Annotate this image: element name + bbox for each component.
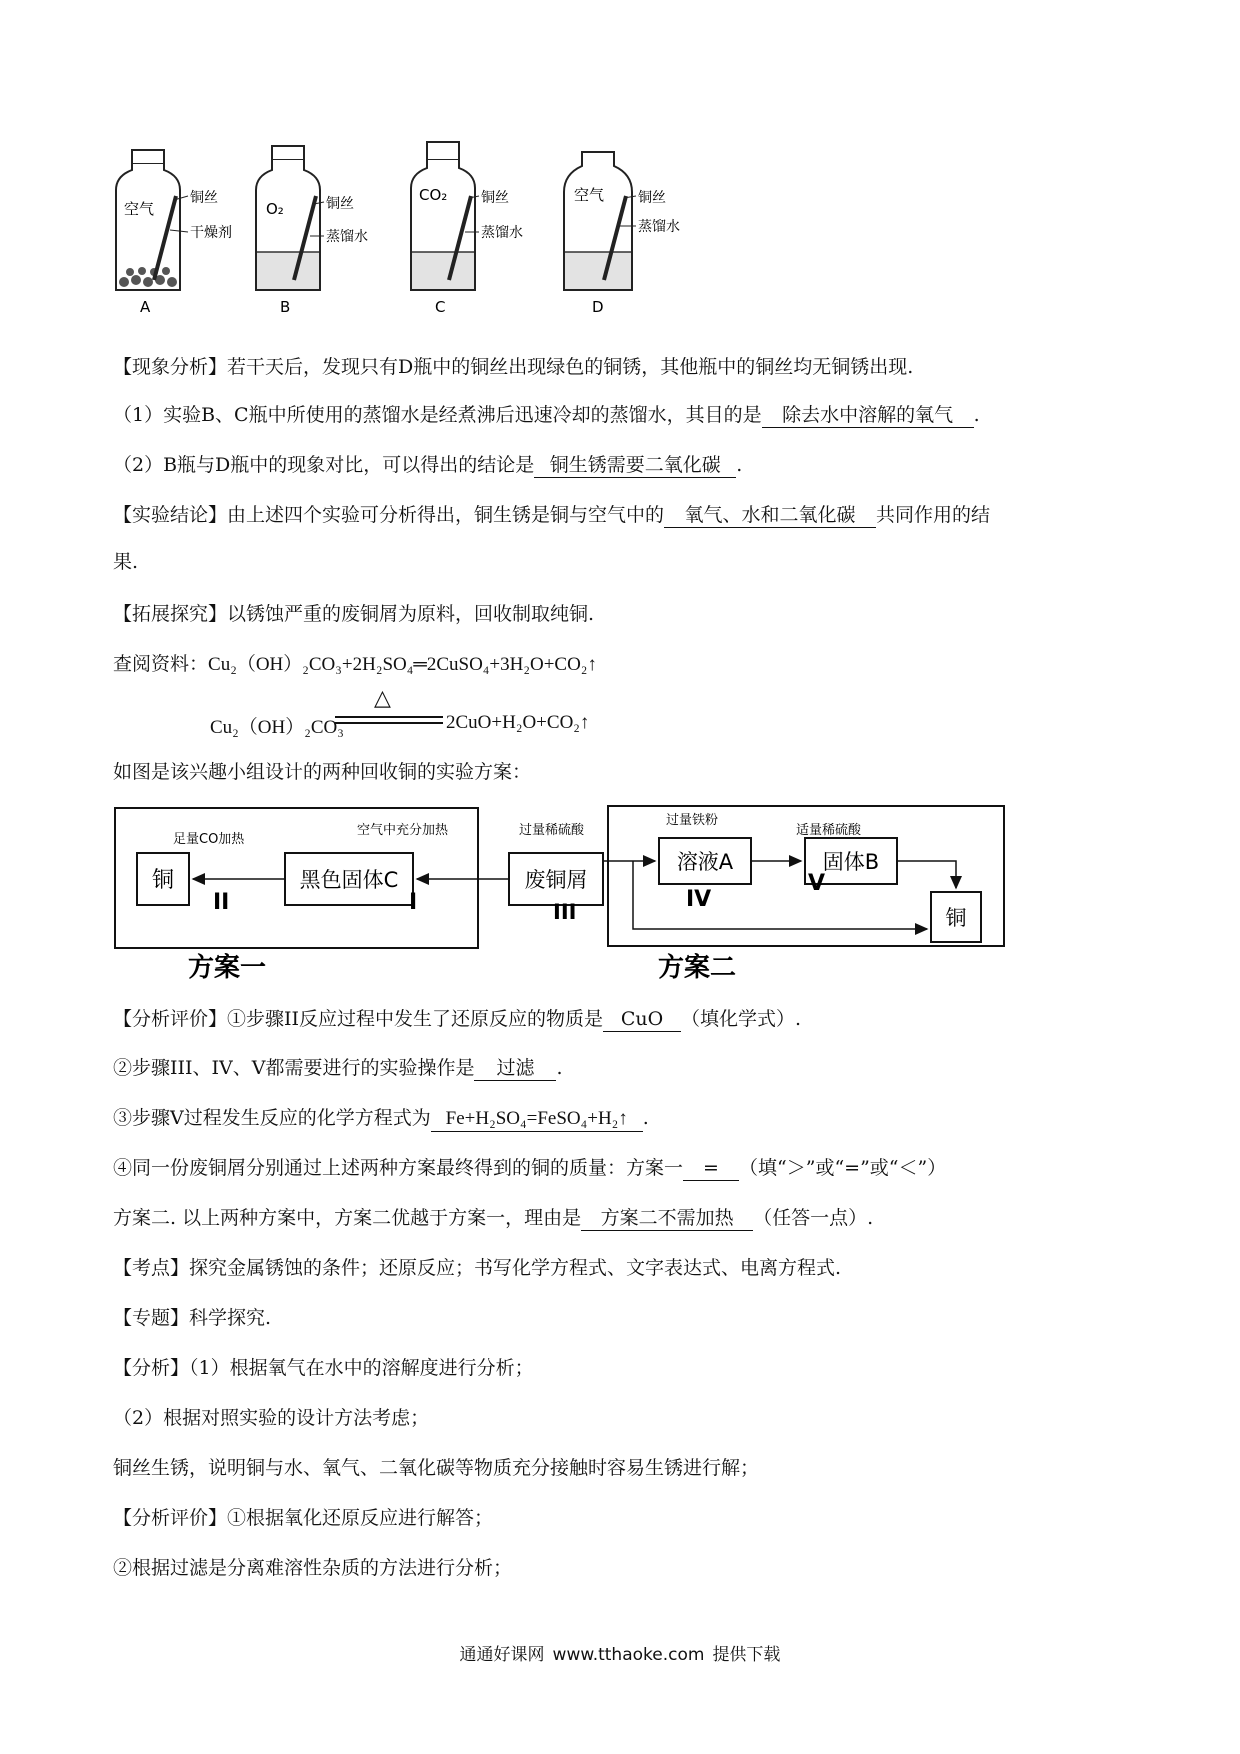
- exam-points: 【考点】探究金属锈蚀的条件；还原反应；书写化学方程式、文字表达式、电离方程式.: [113, 1257, 842, 1279]
- equation-2-line-top: [335, 716, 443, 718]
- evaluation-4: [113, 1156, 946, 1181]
- solution-a-label: 溶液A: [676, 850, 734, 874]
- bottle-a-gas: 空气: [124, 200, 155, 218]
- analysis-2: （2）根据对照实验的设计方法考虑；: [113, 1407, 430, 1429]
- evaluation-4-end: （填“＞”或“=”或“＜”）: [739, 1157, 947, 1179]
- evaluation-2-text: ②步骤III、IV、V都需要进行的实验操作是: [113, 1057, 475, 1079]
- condition-proper-acid: 适量稀硫酸: [796, 823, 862, 838]
- copper-label-1: 铜: [151, 868, 175, 893]
- step-1-label: I: [409, 890, 418, 915]
- topic: 【专题】科学探究.: [113, 1307, 272, 1329]
- bottle-c-label1: 铜丝: [481, 190, 509, 206]
- evaluation-4b-end: （任答一点）.: [753, 1207, 874, 1229]
- page-footer: [0, 1640, 1240, 1665]
- footer-site: 通通好课网: [459, 1645, 545, 1665]
- conclusion-answer: 氧气、水和二氧化碳: [664, 503, 876, 528]
- bottle-a-label1: 铜丝: [190, 190, 218, 206]
- bottle-d-label1: 铜丝: [638, 190, 666, 206]
- question-2-end: .: [736, 454, 743, 476]
- evaluation-2: [113, 1056, 563, 1081]
- scheme-1-title: 方案一: [188, 953, 267, 983]
- bottle-a-letter: A: [140, 298, 151, 315]
- evaluation-1: [113, 1007, 801, 1032]
- step-4-label: IV: [686, 887, 712, 912]
- evaluation-4b-answer: 方案二不需加热: [581, 1206, 753, 1231]
- bottle-a-label2: 干燥剂: [190, 225, 232, 241]
- equation-2-condition: △: [374, 686, 391, 711]
- question-1-answer: 除去水中溶解的氧气: [762, 403, 974, 428]
- bottle-d: [564, 152, 680, 315]
- conclusion-end: 共同作用的结: [876, 504, 991, 526]
- phenomenon-analysis: 【现象分析】若干天后，发现只有D瓶中的铜丝出现绿色的铜锈，其他瓶中的铜丝均无铜锈出现.: [113, 356, 914, 378]
- evaluation-4b: [113, 1206, 873, 1231]
- experiment-conclusion: [113, 503, 990, 528]
- conclusion-text: 【实验结论】由上述四个实验可分析得出，铜生锈是铜与空气中的: [113, 504, 665, 526]
- analysis-4: 【分析评价】①根据氧化还原反应进行解答；: [113, 1507, 494, 1529]
- condition-air-heat: 空气中充分加热: [357, 823, 449, 838]
- bottle-b-label2: 蒸馏水: [326, 229, 368, 245]
- evaluation-1-text: 【分析评价】①步骤II反应过程中发生了还原反应的物质是: [113, 1008, 604, 1030]
- step-5-label: V: [808, 871, 826, 896]
- condition-co-heat: 足量CO加热: [173, 832, 245, 847]
- arrow-step-5: [897, 861, 956, 888]
- step-2-label: II: [213, 890, 230, 915]
- evaluation-1-answer: CuO: [603, 1007, 681, 1032]
- conclusion-continued: 果.: [113, 551, 139, 573]
- equation-2-right: 2CuO+H₂O+CO₂↑: [446, 712, 590, 733]
- reference-equation-2: [210, 686, 710, 742]
- copper-label-2: 铜: [945, 906, 967, 930]
- footer-tail: 提供下载: [712, 1645, 781, 1665]
- equation-2-left: Cu₂（OH）₂CO₃: [210, 717, 344, 738]
- bottle-d-label2: 蒸馏水: [638, 219, 680, 235]
- bottle-b-label1: 铜丝: [326, 196, 354, 212]
- question-2-text: （2）B瓶与D瓶中的现象对比，可以得出的结论是: [113, 454, 535, 476]
- bottle-c: [411, 142, 523, 315]
- evaluation-3-answer: Fe+H₂SO₄=FeSO₄+H₂↑: [431, 1107, 643, 1132]
- evaluation-4-text: ④同一份废铜屑分别通过上述两种方案最终得到的铜的质量：方案一: [113, 1157, 684, 1179]
- question-1-end: .: [973, 404, 980, 426]
- analysis-1: 【分析】（1）根据氧气在水中的溶解度进行分析；: [113, 1357, 534, 1379]
- analysis-5: ②根据过滤是分离难溶性杂质的方法进行分析；: [113, 1557, 513, 1579]
- condition-excess-acid: 过量稀硫酸: [519, 823, 585, 838]
- evaluation-1-end: （填化学式）.: [681, 1008, 802, 1030]
- reference-label: 查阅资料：: [113, 653, 209, 675]
- bottle-d-gas: 空气: [574, 186, 605, 204]
- footer-url[interactable]: www.tthaoke.com: [552, 1645, 705, 1665]
- black-solid-label: 黑色固体C: [299, 868, 399, 892]
- evaluation-4-answer: =: [683, 1156, 739, 1181]
- bottle-d-letter: D: [592, 298, 604, 315]
- bottle-b-letter: B: [280, 298, 291, 315]
- bottles-figure: [110, 140, 770, 315]
- solid-b-label: 固体B: [822, 850, 880, 874]
- schemes-diagram: [113, 798, 1008, 998]
- evaluation-3-end: .: [642, 1107, 649, 1129]
- bottle-a: [116, 150, 232, 315]
- equation-1: Cu₂（OH）₂CO₃+2H₂SO₄═2CuSO₄+3H₂O+CO₂↑: [208, 654, 597, 675]
- evaluation-3-text: ③步骤V过程发生反应的化学方程式为: [113, 1107, 431, 1129]
- evaluation-4b-text: 方案二. 以上两种方案中，方案二优越于方案一，理由是: [113, 1207, 582, 1229]
- waste-copper-label: 废铜屑: [524, 868, 588, 892]
- question-1: [113, 403, 980, 428]
- bottle-c-gas: CO₂: [419, 186, 448, 204]
- bottle-b: [256, 146, 368, 315]
- bottle-c-label2: 蒸馏水: [481, 225, 523, 241]
- evaluation-2-answer: 过滤: [474, 1056, 556, 1081]
- evaluation-3: [113, 1106, 649, 1132]
- step-3-label: III: [553, 900, 577, 924]
- evaluation-2-end: .: [556, 1057, 563, 1079]
- question-2: [113, 453, 742, 478]
- scheme-intro: 如图是该兴趣小组设计的两种回收铜的实验方案：: [113, 761, 532, 783]
- bottle-b-gas: O₂: [266, 200, 284, 218]
- analysis-3: 铜丝生锈，说明铜与水、氧气、二氧化碳等物质充分接触时容易生锈进行解；: [113, 1457, 760, 1479]
- extension-inquiry: 【拓展探究】以锈蚀严重的废铜屑为原料，回收制取纯铜.: [113, 603, 595, 625]
- condition-excess-iron: 过量铁粉: [666, 813, 719, 828]
- question-2-answer: 铜生锈需要二氧化碳: [534, 453, 736, 478]
- reference-equation-1: [113, 652, 597, 677]
- bottle-c-letter: C: [435, 298, 446, 315]
- question-1-text: （1）实验B、C瓶中所使用的蒸馏水是经煮沸后迅速冷却的蒸馏水，其目的是: [113, 404, 762, 426]
- scheme-2-title: 方案二: [658, 953, 737, 983]
- equation-2-line-bottom: [335, 722, 443, 724]
